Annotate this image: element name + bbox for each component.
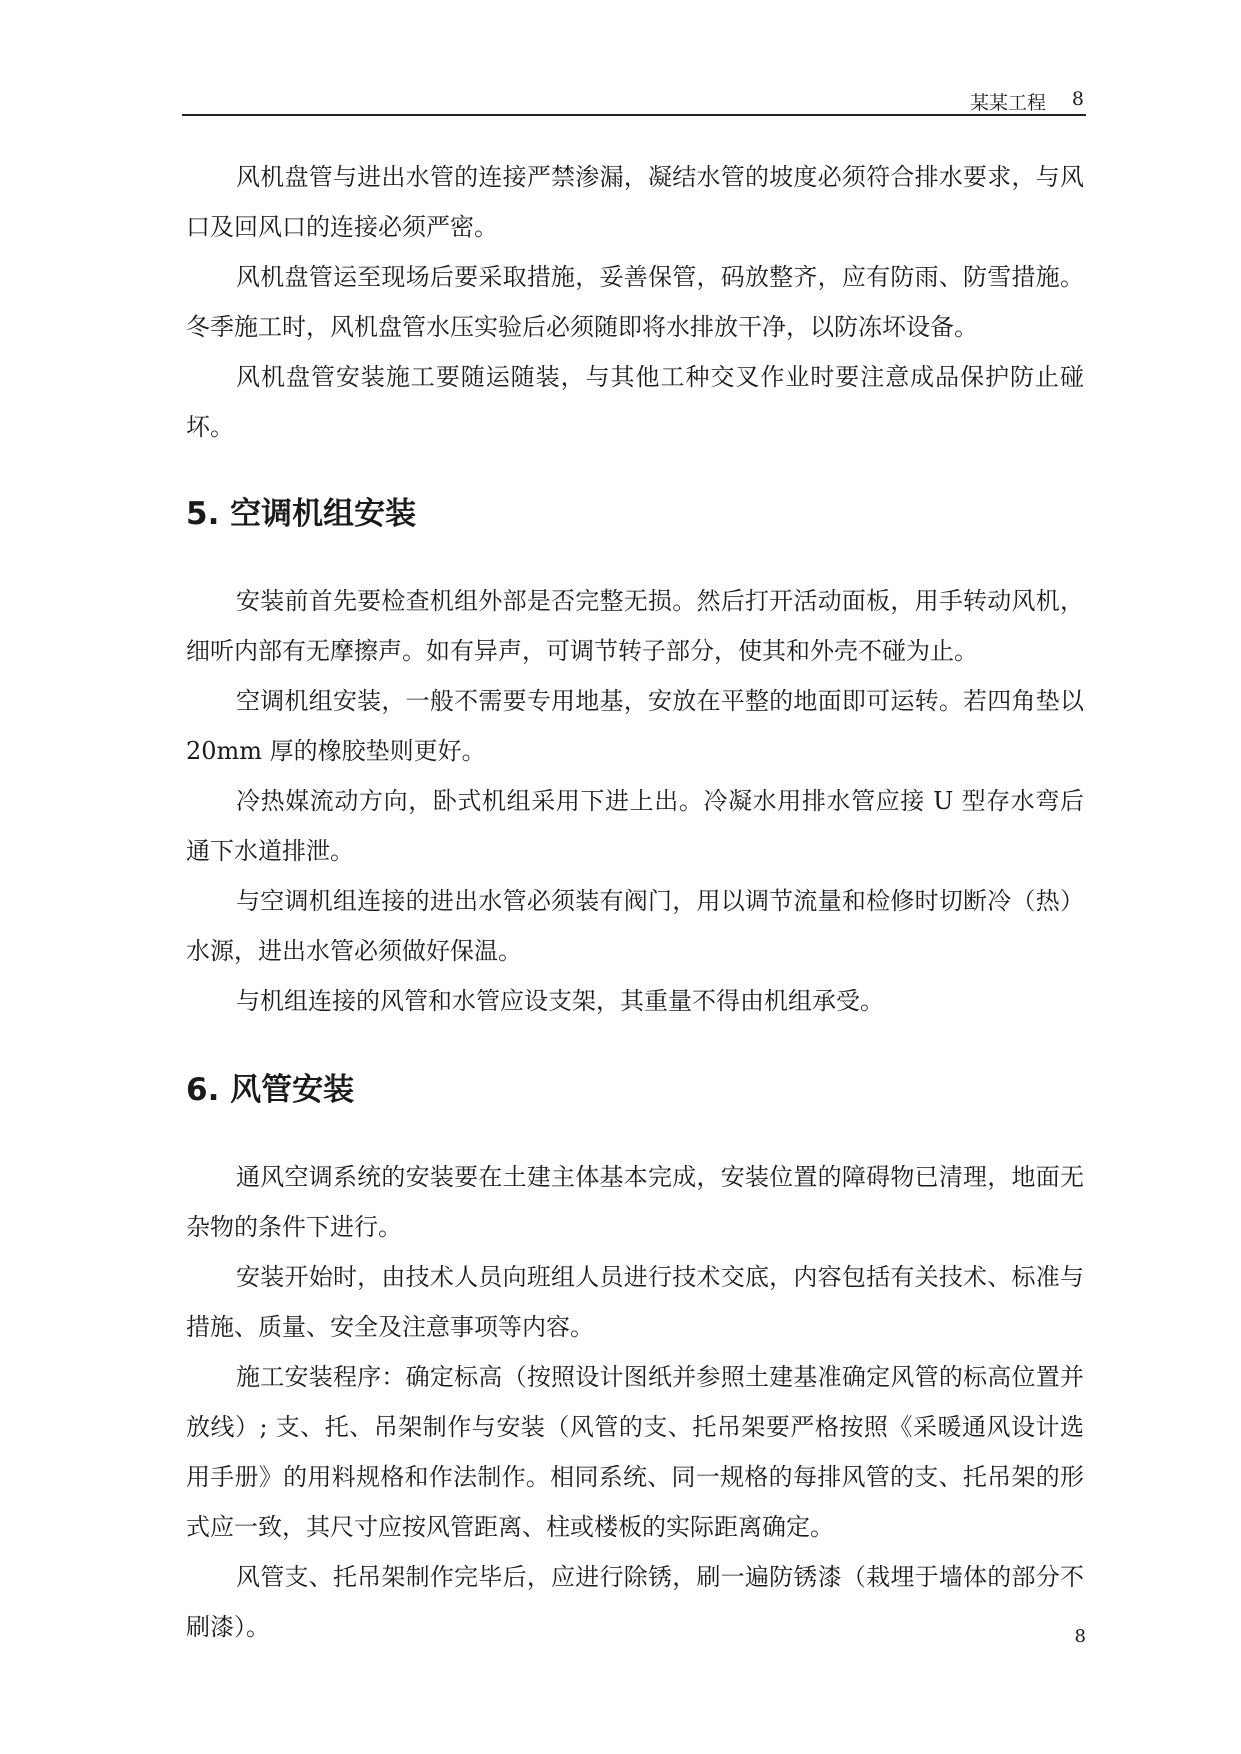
section-5-heading: 5. 空调机组安装 [186, 496, 417, 532]
page-header [182, 84, 1086, 116]
paragraph: 风机盘管运至现场后要采取措施，妥善保管，码放整齐，应有防雨、防雪措施。冬季施工时，风机盘管水压实验后必须随即将水排放干净，以防冻坏设备。 [186, 263, 1084, 341]
document-body [186, 152, 1084, 1652]
paragraph: 施工安装程序：确定标高（按照设计图纸并参照土建基准确定风管的标高位置并放线）; 支、托、吊架制作与安装（风管的支、托吊架要严格按照《采暖通风设计选用手册》的用料规格和作法制作。相同系统、同一规格的每排风管的支、托吊架的形式应一致，其尺寸应按风管距离、柱或楼板的实际距离确定。 [186, 1363, 1084, 1541]
paragraph: 通风空调系统的安装要在土建主体基本完成，安装位置的障碍物已清理，地面无杂物的条件下进行。 [186, 1163, 1084, 1241]
paragraph: 风机盘管与进出水管的连接严禁渗漏，凝结水管的坡度必须符合排水要求，与风口及回风口的连接必须严密。 [186, 163, 1084, 241]
paragraph: 安装开始时，由技术人员向班组人员进行技术交底，内容包括有关技术、标准与措施、质量、安全及注意事项等内容。 [186, 1263, 1084, 1341]
paragraph: 与机组连接的风管和水管应设支架，其重量不得由机组承受。 [236, 987, 884, 1015]
paragraph: 风机盘管安装施工要随运随装，与其他工种交叉作业时要注意成品保护防止碰坏。 [186, 363, 1084, 441]
paragraph: 空调机组安装，一般不需要专用地基，安放在平整的地面即可运转。若四角垫以 20mm 厚的橡胶垫则更好。 [186, 687, 1084, 765]
header-page-number: 8 [1071, 88, 1084, 110]
section-6-heading: 6. 风管安装 [186, 1072, 355, 1108]
paragraph: 冷热媒流动方向，卧式机组采用下进上出。冷凝水用排水管应接 U 型存水弯后通下水道排泄。 [186, 787, 1084, 865]
paragraph: 风管支、托吊架制作完毕后，应进行除锈，刷一遍防锈漆（栽埋于墙体的部分不刷漆）。 [186, 1563, 1084, 1641]
paragraph: 安装前首先要检查机组外部是否完整无损。然后打开活动面板，用手转动风机，细听内部有无摩擦声。如有异声，可调节转子部分，使其和外壳不碰为止。 [186, 587, 1084, 665]
paragraph: 与空调机组连接的进出水管必须装有阀门，用以调节流量和检修时切断冷（热）水源，进出水管必须做好保温。 [186, 887, 1084, 965]
footer-page-number: 8 [1074, 1626, 1086, 1647]
header-title: 某某工程 [969, 92, 1046, 114]
